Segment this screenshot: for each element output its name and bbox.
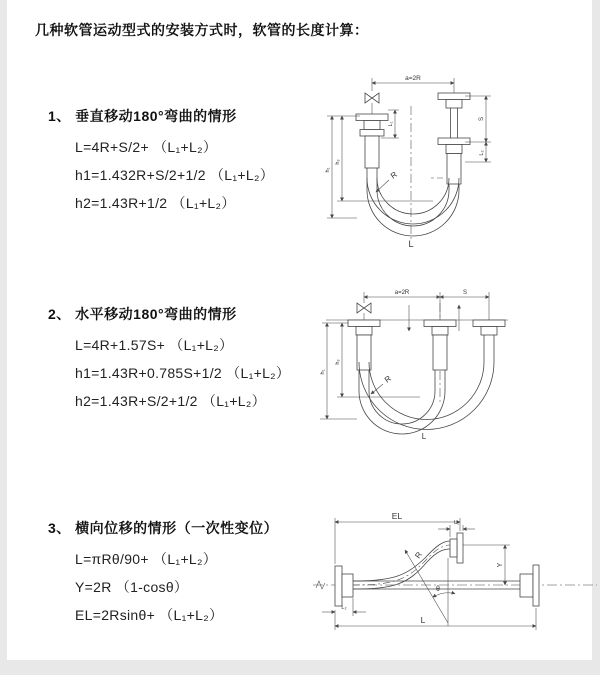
formula-y: Y=2R （1-cosθ） [75,579,189,595]
dim-l2 [465,142,491,162]
left-flange [348,320,380,335]
right-flange-lower [438,138,470,154]
formula-l: L=πRθ/90+ （L₁+L₂） [75,551,218,567]
formula-el: EL=2Rsinθ+ （L₁+L₂） [75,607,224,623]
dim-h2-label: h₂ [335,159,341,165]
upper-flange [450,533,463,563]
dim-h1-label: h₁ [325,167,331,173]
hose-loops [359,335,494,434]
diagram-lateral-displacement [305,498,600,648]
length-label: L [408,239,414,249]
dim-el [335,511,460,564]
formula-h1: h1=1.432R+S/2+1/2 （L₁+L₂） [75,167,275,183]
formula-l: L=4R+S/2+ （L₁+L₂） [75,139,218,155]
dim-h1-label: h₁ [320,369,326,375]
dim-s [465,96,491,142]
formula-h1: h1=1.43R+0.785S+1/2 （L₁+L₂） [75,365,291,381]
document-page [7,0,592,660]
section-lateral-displacement [48,518,318,629]
dim-h1 [325,116,360,218]
theta-label: θ [436,586,440,593]
centerline [411,106,443,241]
dim-el-label: EL [391,511,403,521]
dim-l2 [322,598,366,616]
section-vertical-movement [48,106,318,217]
dim-a2r-label: a=2R [405,75,421,82]
length-label: L [421,432,427,441]
formula-l: L=4R+1.57S+ （L₁+L₂） [75,337,234,353]
section-1-heading: 1、 垂直移动180°弯曲的情形 [48,108,237,124]
dim-h2 [335,116,433,201]
dim-l1-label: L₁ [388,121,394,127]
dim-l2-label: L₂ [341,605,347,611]
page-title: 几种软管运动型式的安装方式时，软管的长度计算： [35,22,369,38]
left-braided-hose [365,136,379,168]
dim-a2r [372,75,454,93]
formula-h2: h2=1.43R+S/2+1/2 （L₁+L₂） [75,393,266,409]
hose-loops [367,168,459,236]
diagram-horizontal-180 [312,278,600,443]
dim-l-label: L [420,615,426,625]
left-flange [335,566,353,606]
radius-label: R [382,373,393,385]
dim-a2r-label: a=2R [394,290,410,296]
radius-label: R [413,550,424,561]
dim-l1-label: L₁ [454,520,459,526]
middle-braided-hose [433,335,447,370]
displaced-hose-curve [353,541,450,589]
section-horizontal-movement [48,304,318,415]
radius-callout [371,374,393,394]
right-flange [473,320,505,335]
dim-l1 [438,520,475,537]
left-flange [356,114,388,136]
radius-label: R [388,169,399,181]
dim-a2r [364,290,489,320]
dim-y-label: Y [497,562,504,568]
section-3-heading: 3、 横向位移的情形（一次性变位） [48,520,279,536]
radius-callout [376,170,399,192]
dim-l [335,608,536,630]
formula-h2: h2=1.43R+1/2 （L₁+L₂） [75,195,236,211]
section-2-heading: 2、 水平移动180°弯曲的情形 [48,306,237,322]
dim-l2-label: L₂ [479,150,485,156]
dim-h1 [320,323,357,419]
radius-construction [405,550,448,626]
dim-s [440,290,489,297]
valve-icon [357,303,371,320]
middle-flange [424,320,456,335]
straight-hose-position [353,565,539,606]
dim-s-label: S [479,116,485,122]
dim-h2 [335,323,420,397]
angle-theta [433,586,455,597]
dim-h2-label: h₂ [335,359,341,365]
right-flange-upper [438,93,470,138]
diagram-vertical-180 [315,66,600,251]
dim-y [463,545,510,585]
dim-s-label: S [462,290,468,296]
valve-icon [365,93,379,114]
